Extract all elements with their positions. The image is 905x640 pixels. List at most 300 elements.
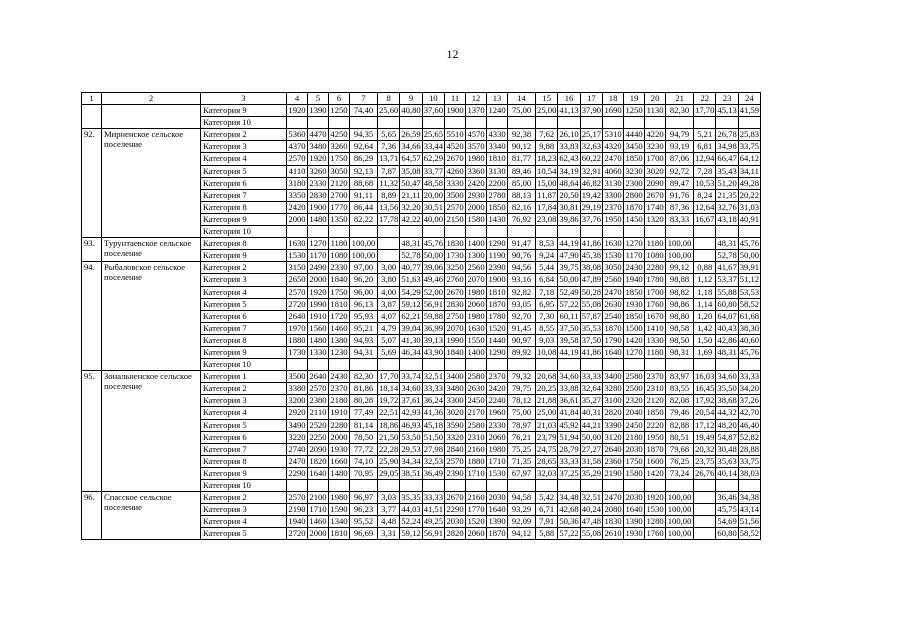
- table-cell: [445, 117, 466, 129]
- table-cell: 5,65: [378, 129, 400, 141]
- table-cell: 34,60: [401, 383, 421, 394]
- table-cell: 98,31: [666, 346, 694, 358]
- table-cell: 41,36: [423, 407, 444, 418]
- table-cell: 59,12: [401, 298, 421, 309]
- table-cell: 1780: [646, 274, 664, 285]
- table-cell: 62,21: [401, 310, 421, 321]
- table-cell: 91,11: [350, 189, 378, 201]
- table-cell: [422, 117, 444, 129]
- table-cell: 1930: [625, 528, 643, 539]
- table-cell: 2570: [288, 153, 306, 164]
- table-cell: 93,19: [666, 141, 694, 153]
- table-cell: 1730: [446, 250, 464, 261]
- table-cell: 2930: [467, 189, 485, 200]
- table-cell: 33,88: [559, 383, 579, 394]
- table-cell: 1850: [625, 153, 643, 164]
- table-cell: 3050: [330, 165, 348, 176]
- table-cell: 3400: [446, 371, 464, 382]
- table-cell: 1910: [330, 407, 348, 418]
- table-cell: 53,37: [717, 274, 737, 285]
- table-cell: 5,21: [694, 129, 716, 141]
- table-cell: 98,88: [666, 274, 694, 286]
- table-cell: 88,68: [350, 177, 378, 189]
- table-cell: 87,36: [666, 201, 694, 213]
- table-cell: 3400: [604, 371, 622, 382]
- table-cell: [329, 117, 350, 129]
- table-cell: 98,82: [666, 286, 694, 298]
- table-cell: 81,77: [508, 153, 536, 165]
- table-cell: 83,97: [666, 371, 694, 383]
- table-cell: 2920: [288, 407, 306, 418]
- table-cell: 3230: [646, 141, 664, 152]
- header-row: [82, 93, 761, 105]
- table-cell: 1580: [625, 467, 643, 478]
- table-cell: [308, 359, 329, 371]
- table-cell: 2630: [467, 383, 485, 394]
- table-cell: 2100: [309, 492, 327, 503]
- page-number: 12: [446, 47, 459, 61]
- table-cell: 37,76: [581, 213, 602, 224]
- table-cell: 2090: [309, 443, 327, 454]
- table-cell: 40,31: [581, 407, 602, 418]
- table-cell: 33,77: [423, 165, 444, 176]
- table-cell: 3,31: [378, 528, 400, 540]
- table-cell: 45,76: [739, 346, 760, 357]
- table-cell: 2450: [625, 419, 643, 430]
- table-cell: 2490: [309, 262, 327, 273]
- table-cell: 19,72: [379, 395, 399, 406]
- category-cell: Категория 3: [201, 395, 287, 407]
- table-cell: 32,03: [537, 467, 557, 478]
- table-cell: 78,12: [508, 395, 536, 407]
- table-cell: 2190: [604, 467, 622, 478]
- table-cell: 61,68: [739, 310, 760, 321]
- table-cell: 16,03: [695, 371, 715, 382]
- table-cell: 1480: [309, 213, 327, 224]
- table-cell: 37,60: [423, 105, 444, 116]
- column-header: 20: [645, 93, 666, 105]
- table-cell: 48,20: [717, 419, 737, 430]
- table-cell: 32,76: [717, 201, 737, 212]
- table-cell: 1900: [309, 201, 327, 212]
- table-cell: 2650: [288, 274, 306, 285]
- table-cell: [378, 226, 400, 238]
- table-cell: 1820: [309, 455, 327, 466]
- table-cell: 48,31: [717, 346, 737, 357]
- table-cell: 71,35: [508, 455, 536, 467]
- table-cell: 2120: [646, 395, 664, 406]
- table-cell: 1180: [645, 346, 666, 358]
- table-cell: 1700: [646, 153, 664, 164]
- table-cell: 1750: [625, 455, 643, 466]
- table-cell: 93,29: [508, 504, 536, 516]
- table-cell: 2120: [330, 177, 348, 188]
- table-cell: 49,46: [423, 274, 444, 285]
- table-cell: 1870: [604, 322, 622, 333]
- table-cell: 1,12: [694, 274, 716, 286]
- table-cell: 40,80: [401, 105, 421, 116]
- table-cell: 21,03: [537, 419, 557, 430]
- category-cell: Категория 4: [201, 153, 287, 165]
- table-cell: 86,44: [350, 201, 378, 213]
- table-cell: 1250: [330, 105, 348, 116]
- table-cell: 7,18: [536, 286, 558, 298]
- table-cell: 98,58: [666, 322, 694, 334]
- table-cell: 21,88: [537, 395, 557, 406]
- table-cell: 74,40: [350, 105, 378, 117]
- table-cell: 1460: [330, 322, 348, 333]
- category-cell: Категория 3: [201, 141, 287, 153]
- table-cell: 4570: [467, 129, 485, 140]
- table-cell: [400, 117, 422, 129]
- table-cell: 1780: [488, 310, 506, 321]
- table-cell: 32,51: [423, 371, 444, 382]
- table-cell: 2560: [467, 262, 485, 273]
- table-cell: 3130: [604, 177, 622, 188]
- table-cell: 34,48: [559, 492, 579, 503]
- table-cell: 94,93: [350, 334, 378, 346]
- table-cell: 2430: [330, 371, 348, 382]
- table-cell: [738, 226, 760, 238]
- table-cell: 6,81: [694, 141, 716, 153]
- table-cell: 1450: [625, 213, 643, 224]
- column-header: 18: [603, 93, 624, 105]
- table-cell: 2000: [309, 528, 327, 539]
- table-cell: 49,25: [423, 516, 444, 527]
- table-cell: 2300: [625, 177, 643, 188]
- table-cell: 1920: [309, 153, 327, 164]
- settlement-number: 94.: [82, 262, 102, 371]
- table-cell: 3500: [288, 371, 306, 382]
- category-cell: Категория 3: [201, 504, 287, 516]
- table-cell: 52,78: [401, 250, 421, 261]
- table-cell: 2090: [646, 177, 664, 188]
- category-cell: Категория 4: [201, 516, 287, 528]
- table-cell: 36,49: [423, 467, 444, 478]
- table-cell: 1920: [288, 105, 306, 116]
- table-cell: 1640: [625, 504, 643, 515]
- table-cell: 5,88: [536, 528, 558, 540]
- table-cell: 93,05: [508, 298, 536, 310]
- table-cell: [580, 117, 602, 129]
- table-cell: 2180: [330, 395, 348, 406]
- table-cell: [666, 480, 694, 492]
- table-cell: 3130: [488, 165, 506, 176]
- table-cell: 1830: [446, 238, 464, 249]
- table-cell: 29,53: [401, 443, 421, 454]
- table-cell: [400, 226, 422, 238]
- table-cell: 3200: [288, 395, 306, 406]
- table-cell: [694, 226, 716, 238]
- table-cell: 20,54: [695, 407, 715, 418]
- table-cell: 25,90: [379, 455, 399, 466]
- table-cell: 21,50: [379, 431, 399, 442]
- table-cell: 2570: [309, 383, 327, 394]
- table-cell: 1180: [645, 238, 666, 250]
- table-cell: 30,48: [717, 443, 737, 454]
- table-cell: [716, 117, 738, 129]
- table-cell: 2320: [625, 395, 643, 406]
- table-cell: 35,63: [717, 455, 737, 466]
- table-cell: 1270: [309, 238, 327, 249]
- table-cell: 3300: [446, 395, 464, 406]
- table-cell: 79,75: [508, 383, 536, 395]
- table-cell: [645, 480, 666, 492]
- table-cell: 95,52: [350, 516, 378, 528]
- table-cell: 3390: [604, 419, 622, 430]
- table-cell: 52,78: [717, 250, 737, 261]
- table-cell: 60,80: [717, 298, 737, 309]
- table-cell: 10,54: [537, 165, 557, 176]
- table-cell: [666, 359, 694, 371]
- table-cell: 35,43: [717, 165, 737, 176]
- table-cell: 37,61: [401, 395, 421, 406]
- settlement-name: Турунтаевское сельское поселение: [102, 238, 201, 262]
- table-cell: 64,12: [739, 153, 760, 164]
- table-cell: 1460: [309, 516, 327, 527]
- settlement-number: 93.: [82, 238, 102, 262]
- table-cell: 54,69: [717, 516, 737, 527]
- table-cell: 1930: [330, 443, 348, 454]
- table-cell: 1790: [604, 334, 622, 345]
- table-cell: [445, 226, 466, 238]
- table-cell: 57,87: [581, 310, 602, 321]
- table-cell: 78,97: [508, 419, 536, 431]
- table-cell: 89,47: [666, 177, 694, 189]
- table-cell: 2180: [625, 431, 643, 442]
- table-cell: 21,11: [401, 189, 421, 200]
- table-cell: 18,86: [379, 419, 399, 430]
- table-cell: 47,89: [581, 274, 602, 285]
- table-cell: 2470: [604, 153, 622, 164]
- column-header: 14: [508, 93, 536, 105]
- table-cell: 62,29: [423, 153, 444, 164]
- table-cell: 7,87: [378, 165, 400, 177]
- table-cell: 1410: [646, 322, 664, 333]
- table-cell: [645, 226, 666, 238]
- table-cell: 97,00: [350, 262, 378, 274]
- table-cell: [445, 480, 466, 492]
- table-cell: [624, 226, 645, 238]
- table-cell: 21,35: [717, 189, 737, 200]
- table-cell: 2640: [604, 443, 622, 454]
- table-cell: [508, 359, 536, 371]
- table-cell: 22,51: [379, 407, 399, 418]
- category-cell: Категория 9: [201, 467, 287, 479]
- table-cell: 40,77: [401, 262, 421, 273]
- category-cell: Категория 7: [201, 322, 287, 334]
- table-cell: 2000: [330, 431, 348, 442]
- table-cell: 1230: [330, 346, 348, 357]
- table-cell: 2570: [446, 455, 464, 466]
- column-header: 11: [445, 93, 466, 105]
- table-cell: 59,12: [401, 528, 421, 539]
- table-cell: 56,91: [423, 528, 444, 539]
- table-cell: 35,27: [581, 395, 602, 406]
- table-cell: 1480: [330, 467, 348, 478]
- table-cell: 1290: [488, 238, 506, 249]
- table-cell: 44,03: [401, 504, 421, 515]
- table-cell: 2670: [446, 153, 464, 164]
- table-cell: 2000: [288, 213, 306, 224]
- data-table: [81, 92, 761, 540]
- table-cell: 99,12: [666, 262, 694, 274]
- table-cell: 34,98: [717, 141, 737, 152]
- table-cell: 2070: [467, 274, 485, 285]
- table-cell: 3490: [288, 419, 306, 430]
- table-cell: 91,76: [666, 189, 694, 201]
- table-cell: 41,30: [401, 334, 421, 345]
- column-header: 2: [102, 93, 201, 105]
- category-cell: Категория 1: [201, 371, 287, 383]
- table-cell: 4220: [646, 129, 664, 140]
- table-cell: 35,29: [581, 467, 602, 478]
- table-cell: 1960: [488, 407, 506, 418]
- table-cell: 10,08: [537, 346, 557, 357]
- table-cell: 1290: [488, 346, 506, 357]
- table-cell: [308, 226, 329, 238]
- table-cell: 4260: [446, 165, 464, 176]
- table-cell: [738, 359, 760, 371]
- table-cell: 3,03: [378, 492, 400, 504]
- table-cell: 2030: [625, 443, 643, 454]
- table-cell: 1900: [446, 105, 464, 116]
- table-cell: 3260: [330, 141, 348, 152]
- table-cell: 11,32: [379, 177, 399, 188]
- table-cell: 3180: [288, 177, 306, 188]
- table-cell: 33,33: [423, 383, 444, 394]
- category-cell: Категория 8: [201, 238, 287, 250]
- table-cell: 3450: [625, 141, 643, 152]
- table-cell: 32,51: [581, 492, 602, 503]
- table-cell: 40,91: [739, 213, 760, 224]
- table-cell: 2330: [330, 262, 348, 273]
- table-cell: 38,51: [401, 467, 421, 478]
- table-cell: 48,31: [401, 238, 421, 249]
- table-cell: 13,71: [379, 153, 399, 164]
- table-cell: [350, 480, 378, 492]
- table-cell: 58,52: [739, 298, 760, 309]
- table-cell: [422, 359, 444, 371]
- table-row: [82, 238, 761, 250]
- table-cell: 1920: [646, 492, 664, 503]
- table-cell: 20,50: [559, 189, 579, 200]
- table-cell: [536, 359, 558, 371]
- table-cell: [536, 226, 558, 238]
- table-cell: 41,67: [717, 262, 737, 273]
- table-cell: 2670: [446, 286, 464, 297]
- table-cell: 9,88: [536, 141, 558, 153]
- table-cell: 80,28: [350, 395, 378, 407]
- category-cell: Категория 4: [201, 407, 287, 419]
- table-cell: 8,53: [536, 238, 558, 250]
- table-cell: 50,28: [581, 286, 602, 297]
- table-cell: 2060: [467, 528, 485, 539]
- table-cell: 1280: [646, 516, 664, 527]
- table-cell: 82,08: [666, 395, 694, 407]
- table-cell: 26,10: [559, 129, 579, 140]
- table-cell: 90,12: [508, 141, 536, 153]
- table-cell: [329, 359, 350, 371]
- table-cell: [378, 480, 400, 492]
- category-cell: Категория 8: [201, 455, 287, 467]
- table-cell: 33,44: [423, 141, 444, 152]
- table-cell: 41,84: [559, 407, 579, 418]
- table-cell: 2520: [309, 419, 327, 430]
- table-cell: 2840: [446, 443, 464, 454]
- table-cell: 1400: [467, 346, 485, 357]
- table-cell: [308, 480, 329, 492]
- table-cell: 1440: [488, 334, 506, 345]
- table-cell: 2030: [488, 492, 506, 503]
- table-cell: 62,43: [559, 153, 579, 164]
- table-cell: 100,00: [666, 504, 694, 516]
- table-cell: 5,42: [536, 492, 558, 504]
- table-cell: 34,60: [559, 371, 579, 382]
- table-cell: [287, 359, 308, 371]
- category-cell: Категория 9: [201, 105, 287, 117]
- category-cell: Категория 10: [201, 117, 287, 129]
- table-cell: 4320: [604, 141, 622, 152]
- table-cell: 23,75: [695, 455, 715, 466]
- table-cell: 1560: [309, 322, 327, 333]
- table-cell: 34,34: [401, 455, 421, 466]
- table-cell: 2290: [446, 504, 464, 515]
- table-cell: 1580: [467, 213, 485, 224]
- table-cell: 6,95: [536, 298, 558, 310]
- table-cell: 1320: [646, 213, 664, 224]
- table-cell: 44,19: [559, 346, 579, 357]
- table-cell: 42,93: [401, 407, 421, 418]
- table-cell: 41,51: [423, 504, 444, 515]
- table-cell: 33,83: [559, 141, 579, 152]
- table-cell: 5,69: [378, 346, 400, 358]
- table-cell: 2240: [488, 395, 506, 406]
- table-cell: 1700: [646, 286, 664, 297]
- table-cell: 37,50: [559, 322, 579, 333]
- table-cell: 51,63: [401, 274, 421, 285]
- table-cell: 4440: [625, 129, 643, 140]
- table-cell: [378, 238, 400, 250]
- table-cell: [287, 117, 308, 129]
- table-cell: 1520: [467, 516, 485, 527]
- table-cell: 35,35: [401, 492, 421, 503]
- table-cell: 79,68: [666, 443, 694, 455]
- table-cell: 1,18: [694, 286, 716, 298]
- table-cell: 2570: [288, 286, 306, 297]
- table-cell: 33,74: [401, 371, 421, 382]
- table-cell: 43,18: [717, 213, 737, 224]
- table-cell: 1940: [625, 274, 643, 285]
- table-cell: 1330: [309, 346, 327, 357]
- table-cell: 1240: [488, 105, 506, 116]
- table-cell: 41,86: [581, 346, 602, 357]
- table-cell: 96,20: [350, 274, 378, 286]
- table-cell: 58,52: [739, 528, 760, 539]
- table-cell: 2640: [288, 310, 306, 321]
- table-cell: 2780: [488, 189, 506, 200]
- table-cell: 52,49: [559, 286, 579, 297]
- table-cell: 1840: [330, 274, 348, 285]
- table-row: [82, 129, 761, 141]
- table-cell: 32,64: [581, 383, 602, 394]
- table-cell: 2000: [467, 201, 485, 212]
- table-cell: 3020: [646, 165, 664, 176]
- table-cell: 1980: [467, 286, 485, 297]
- table-cell: 1920: [309, 286, 327, 297]
- table-cell: 67,97: [508, 467, 536, 479]
- table-cell: 82,88: [666, 419, 694, 431]
